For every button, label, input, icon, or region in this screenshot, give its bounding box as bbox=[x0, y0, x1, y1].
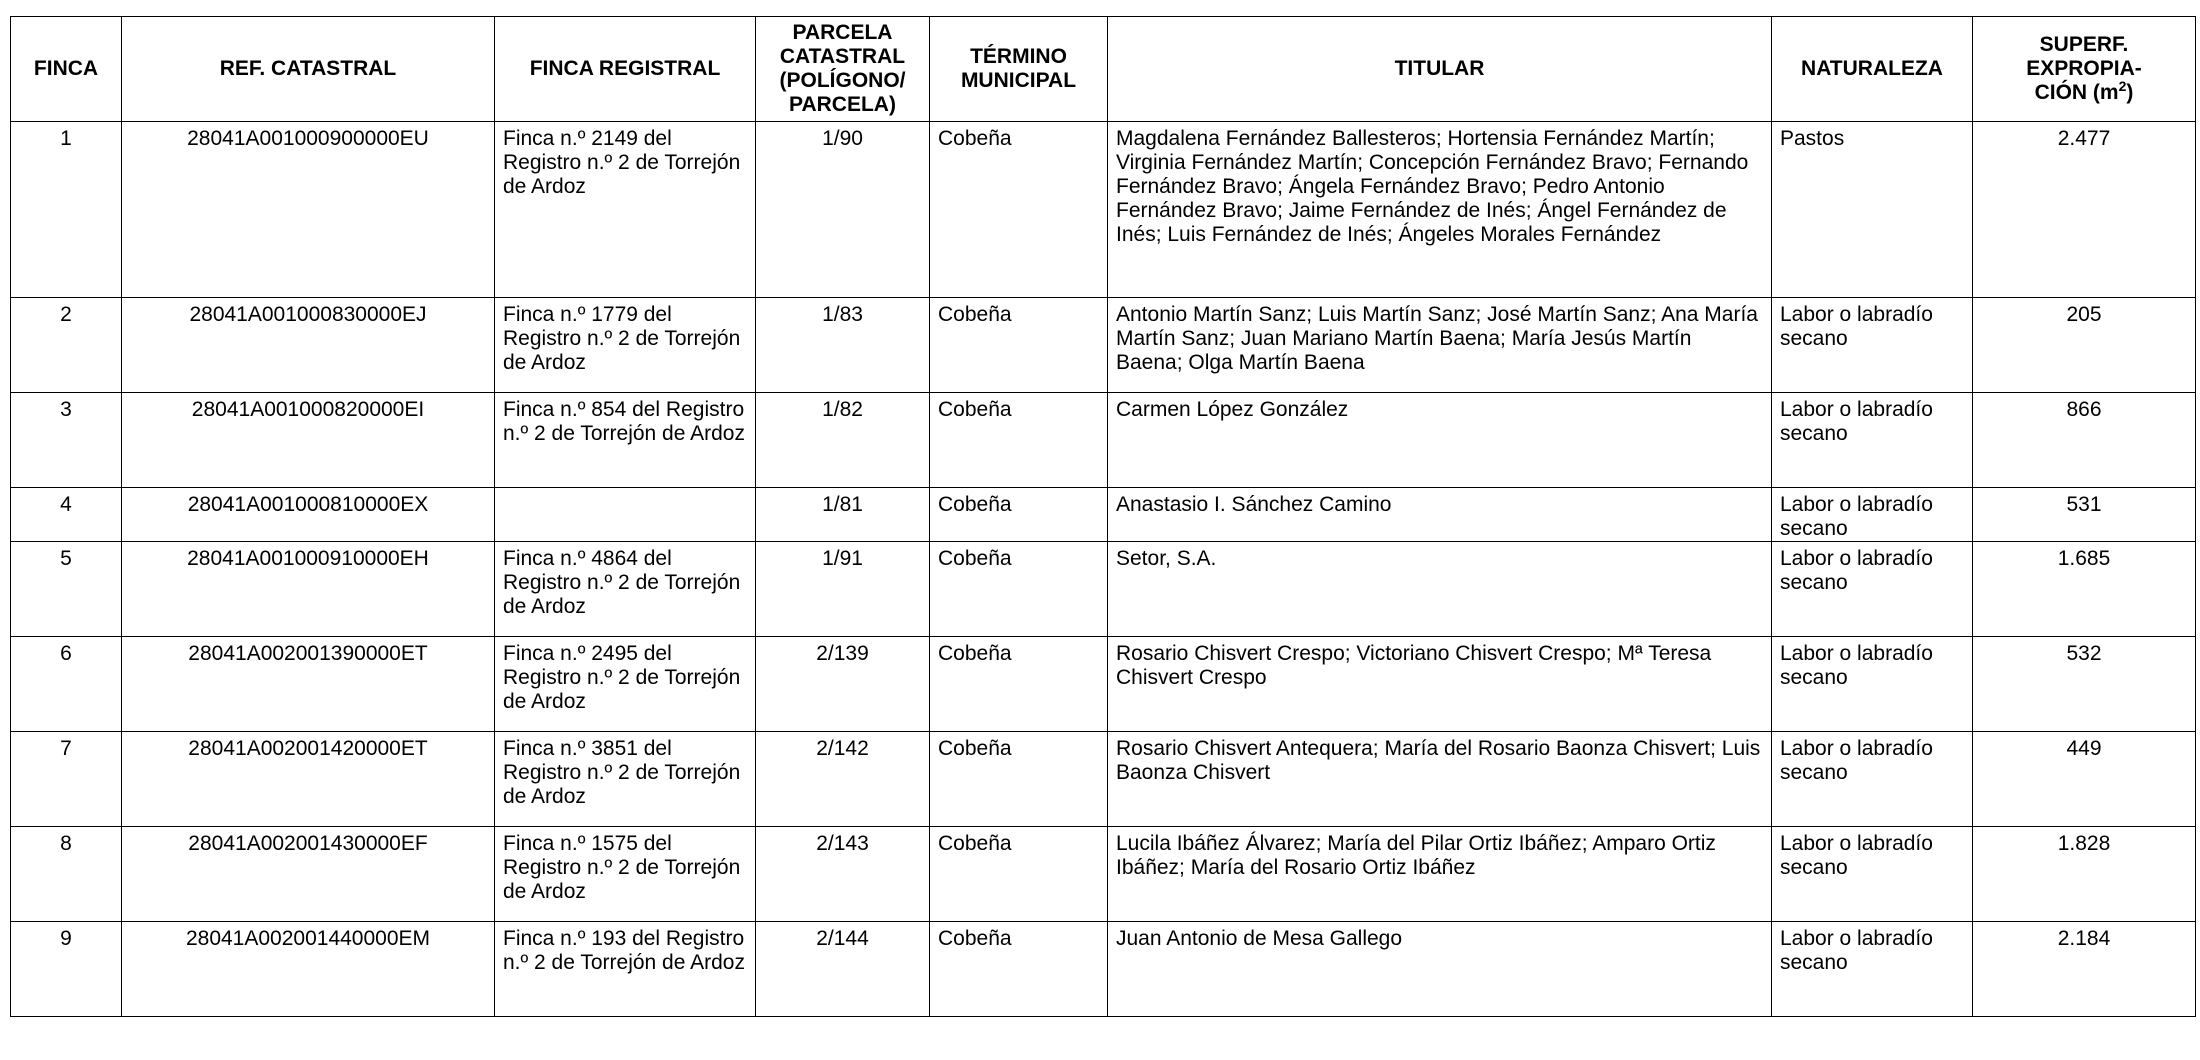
cell-superficie: 866 bbox=[1973, 393, 2196, 488]
cell-superficie: 2.477 bbox=[1973, 122, 2196, 298]
expropiation-table bbox=[10, 16, 2196, 1017]
cell-titular: Anastasio I. Sánchez Camino bbox=[1108, 488, 1772, 542]
cell-finca: 5 bbox=[11, 542, 122, 637]
cell-titular: Carmen López González bbox=[1108, 393, 1772, 488]
cell-ref-catastral: 28041A001000820000EI bbox=[122, 393, 495, 488]
table-row bbox=[11, 922, 2196, 1017]
cell-parcela: 1/81 bbox=[756, 488, 930, 542]
cell-finca: 4 bbox=[11, 488, 122, 542]
cell-termino: Cobeña bbox=[930, 393, 1108, 488]
header-finca: FINCA bbox=[11, 17, 122, 122]
cell-finca-registral: Finca n.º 2149 del Registro n.º 2 de Torrejón de Ardoz bbox=[495, 122, 756, 298]
cell-naturaleza: Labor o labradío secano bbox=[1772, 922, 1973, 1017]
cell-ref-catastral: 28041A002001420000ET bbox=[122, 732, 495, 827]
cell-finca: 2 bbox=[11, 298, 122, 393]
table-row bbox=[11, 298, 2196, 393]
cell-naturaleza: Labor o labradío secano bbox=[1772, 637, 1973, 732]
cell-finca-registral: Finca n.º 1779 del Registro n.º 2 de Torrejón de Ardoz bbox=[495, 298, 756, 393]
cell-superficie: 532 bbox=[1973, 637, 2196, 732]
cell-termino: Cobeña bbox=[930, 122, 1108, 298]
cell-superficie: 205 bbox=[1973, 298, 2196, 393]
cell-ref-catastral: 28041A002001430000EF bbox=[122, 827, 495, 922]
cell-titular: Setor, S.A. bbox=[1108, 542, 1772, 637]
cell-termino: Cobeña bbox=[930, 542, 1108, 637]
cell-finca-registral: Finca n.º 193 del Registro n.º 2 de Torrejón de Ardoz bbox=[495, 922, 756, 1017]
cell-superficie: 449 bbox=[1973, 732, 2196, 827]
cell-naturaleza: Labor o labradío secano bbox=[1772, 732, 1973, 827]
header-termino-municipal: TÉRMINO MUNICIPAL bbox=[930, 17, 1108, 122]
table-body bbox=[11, 122, 2196, 1017]
cell-naturaleza: Labor o labradío secano bbox=[1772, 393, 1973, 488]
cell-finca-registral: Finca n.º 2495 del Registro n.º 2 de Torrejón de Ardoz bbox=[495, 637, 756, 732]
cell-titular: Lucila Ibáñez Álvarez; María del Pilar Ortiz Ibáñez; Amparo Ortiz Ibáñez; María del Rosario Ortiz Ibáñez bbox=[1108, 827, 1772, 922]
cell-titular: Juan Antonio de Mesa Gallego bbox=[1108, 922, 1772, 1017]
header-parcela-catastral: PARCELA CATASTRAL (POLÍGONO/ PARCELA) bbox=[756, 17, 930, 122]
header-ref-catastral: REF. CATASTRAL bbox=[122, 17, 495, 122]
cell-titular: Rosario Chisvert Crespo; Victoriano Chisvert Crespo; Mª Teresa Chisvert Crespo bbox=[1108, 637, 1772, 732]
cell-naturaleza: Pastos bbox=[1772, 122, 1973, 298]
cell-finca-registral: Finca n.º 854 del Registro n.º 2 de Torrejón de Ardoz bbox=[495, 393, 756, 488]
cell-parcela: 2/139 bbox=[756, 637, 930, 732]
header-finca-registral: FINCA REGISTRAL bbox=[495, 17, 756, 122]
table-row bbox=[11, 488, 2196, 542]
cell-superficie: 1.828 bbox=[1973, 827, 2196, 922]
header-titular: TITULAR bbox=[1108, 17, 1772, 122]
cell-ref-catastral: 28041A002001440000EM bbox=[122, 922, 495, 1017]
cell-finca-registral: Finca n.º 3851 del Registro n.º 2 de Torrejón de Ardoz bbox=[495, 732, 756, 827]
cell-finca: 9 bbox=[11, 922, 122, 1017]
cell-termino: Cobeña bbox=[930, 637, 1108, 732]
cell-finca: 6 bbox=[11, 637, 122, 732]
cell-finca: 7 bbox=[11, 732, 122, 827]
cell-finca: 1 bbox=[11, 122, 122, 298]
cell-finca-registral bbox=[495, 488, 756, 542]
table-row bbox=[11, 637, 2196, 732]
cell-ref-catastral: 28041A001000830000EJ bbox=[122, 298, 495, 393]
cell-parcela: 1/91 bbox=[756, 542, 930, 637]
table-row bbox=[11, 732, 2196, 827]
table-row bbox=[11, 122, 2196, 298]
table-row bbox=[11, 393, 2196, 488]
table-row bbox=[11, 827, 2196, 922]
cell-parcela: 2/143 bbox=[756, 827, 930, 922]
table-row bbox=[11, 542, 2196, 637]
cell-naturaleza: Labor o labradío secano bbox=[1772, 488, 1973, 542]
cell-finca: 3 bbox=[11, 393, 122, 488]
cell-parcela: 1/82 bbox=[756, 393, 930, 488]
cell-parcela: 1/83 bbox=[756, 298, 930, 393]
cell-naturaleza: Labor o labradío secano bbox=[1772, 827, 1973, 922]
cell-ref-catastral: 28041A001000810000EX bbox=[122, 488, 495, 542]
cell-ref-catastral: 28041A002001390000ET bbox=[122, 637, 495, 732]
cell-parcela: 2/142 bbox=[756, 732, 930, 827]
cell-termino: Cobeña bbox=[930, 732, 1108, 827]
cell-naturaleza: Labor o labradío secano bbox=[1772, 298, 1973, 393]
table-header-row bbox=[11, 17, 2196, 122]
cell-termino: Cobeña bbox=[930, 298, 1108, 393]
cell-titular: Antonio Martín Sanz; Luis Martín Sanz; José Martín Sanz; Ana María Martín Sanz; Juan Mariano Martín Baena; María Jesús Martín Baena; Olga Martín Baena bbox=[1108, 298, 1772, 393]
cell-ref-catastral: 28041A001000900000EU bbox=[122, 122, 495, 298]
header-naturaleza: NATURALEZA bbox=[1772, 17, 1973, 122]
cell-titular: Magdalena Fernández Ballesteros; Hortensia Fernández Martín; Virginia Fernández Martín; Concepción Fernández Bravo; Fernando Fernández Bravo; Ángela Fernández Bravo; Pedro Antonio Fernández Bravo; Jaime Fernández de Inés; Ángel Fernández de Inés; Luis Fernández de Inés; Ángeles Morales Fernández bbox=[1108, 122, 1772, 298]
cell-superficie: 1.685 bbox=[1973, 542, 2196, 637]
header-superficie: SUPERF. EXPROPIA- CIÓN $(m^2)$ bbox=[1973, 17, 2196, 122]
cell-termino: Cobeña bbox=[930, 488, 1108, 542]
cell-ref-catastral: 28041A001000910000EH bbox=[122, 542, 495, 637]
cell-superficie: 2.184 bbox=[1973, 922, 2196, 1017]
cell-finca: 8 bbox=[11, 827, 122, 922]
cell-termino: Cobeña bbox=[930, 922, 1108, 1017]
cell-naturaleza: Labor o labradío secano bbox=[1772, 542, 1973, 637]
cell-termino: Cobeña bbox=[930, 827, 1108, 922]
cell-parcela: 1/90 bbox=[756, 122, 930, 298]
cell-superficie: 531 bbox=[1973, 488, 2196, 542]
cell-finca-registral: Finca n.º 1575 del Registro n.º 2 de Torrejón de Ardoz bbox=[495, 827, 756, 922]
cell-finca-registral: Finca n.º 4864 del Registro n.º 2 de Torrejón de Ardoz bbox=[495, 542, 756, 637]
cell-titular: Rosario Chisvert Antequera; María del Rosario Baonza Chisvert; Luis Baonza Chisvert bbox=[1108, 732, 1772, 827]
cell-parcela: 2/144 bbox=[756, 922, 930, 1017]
